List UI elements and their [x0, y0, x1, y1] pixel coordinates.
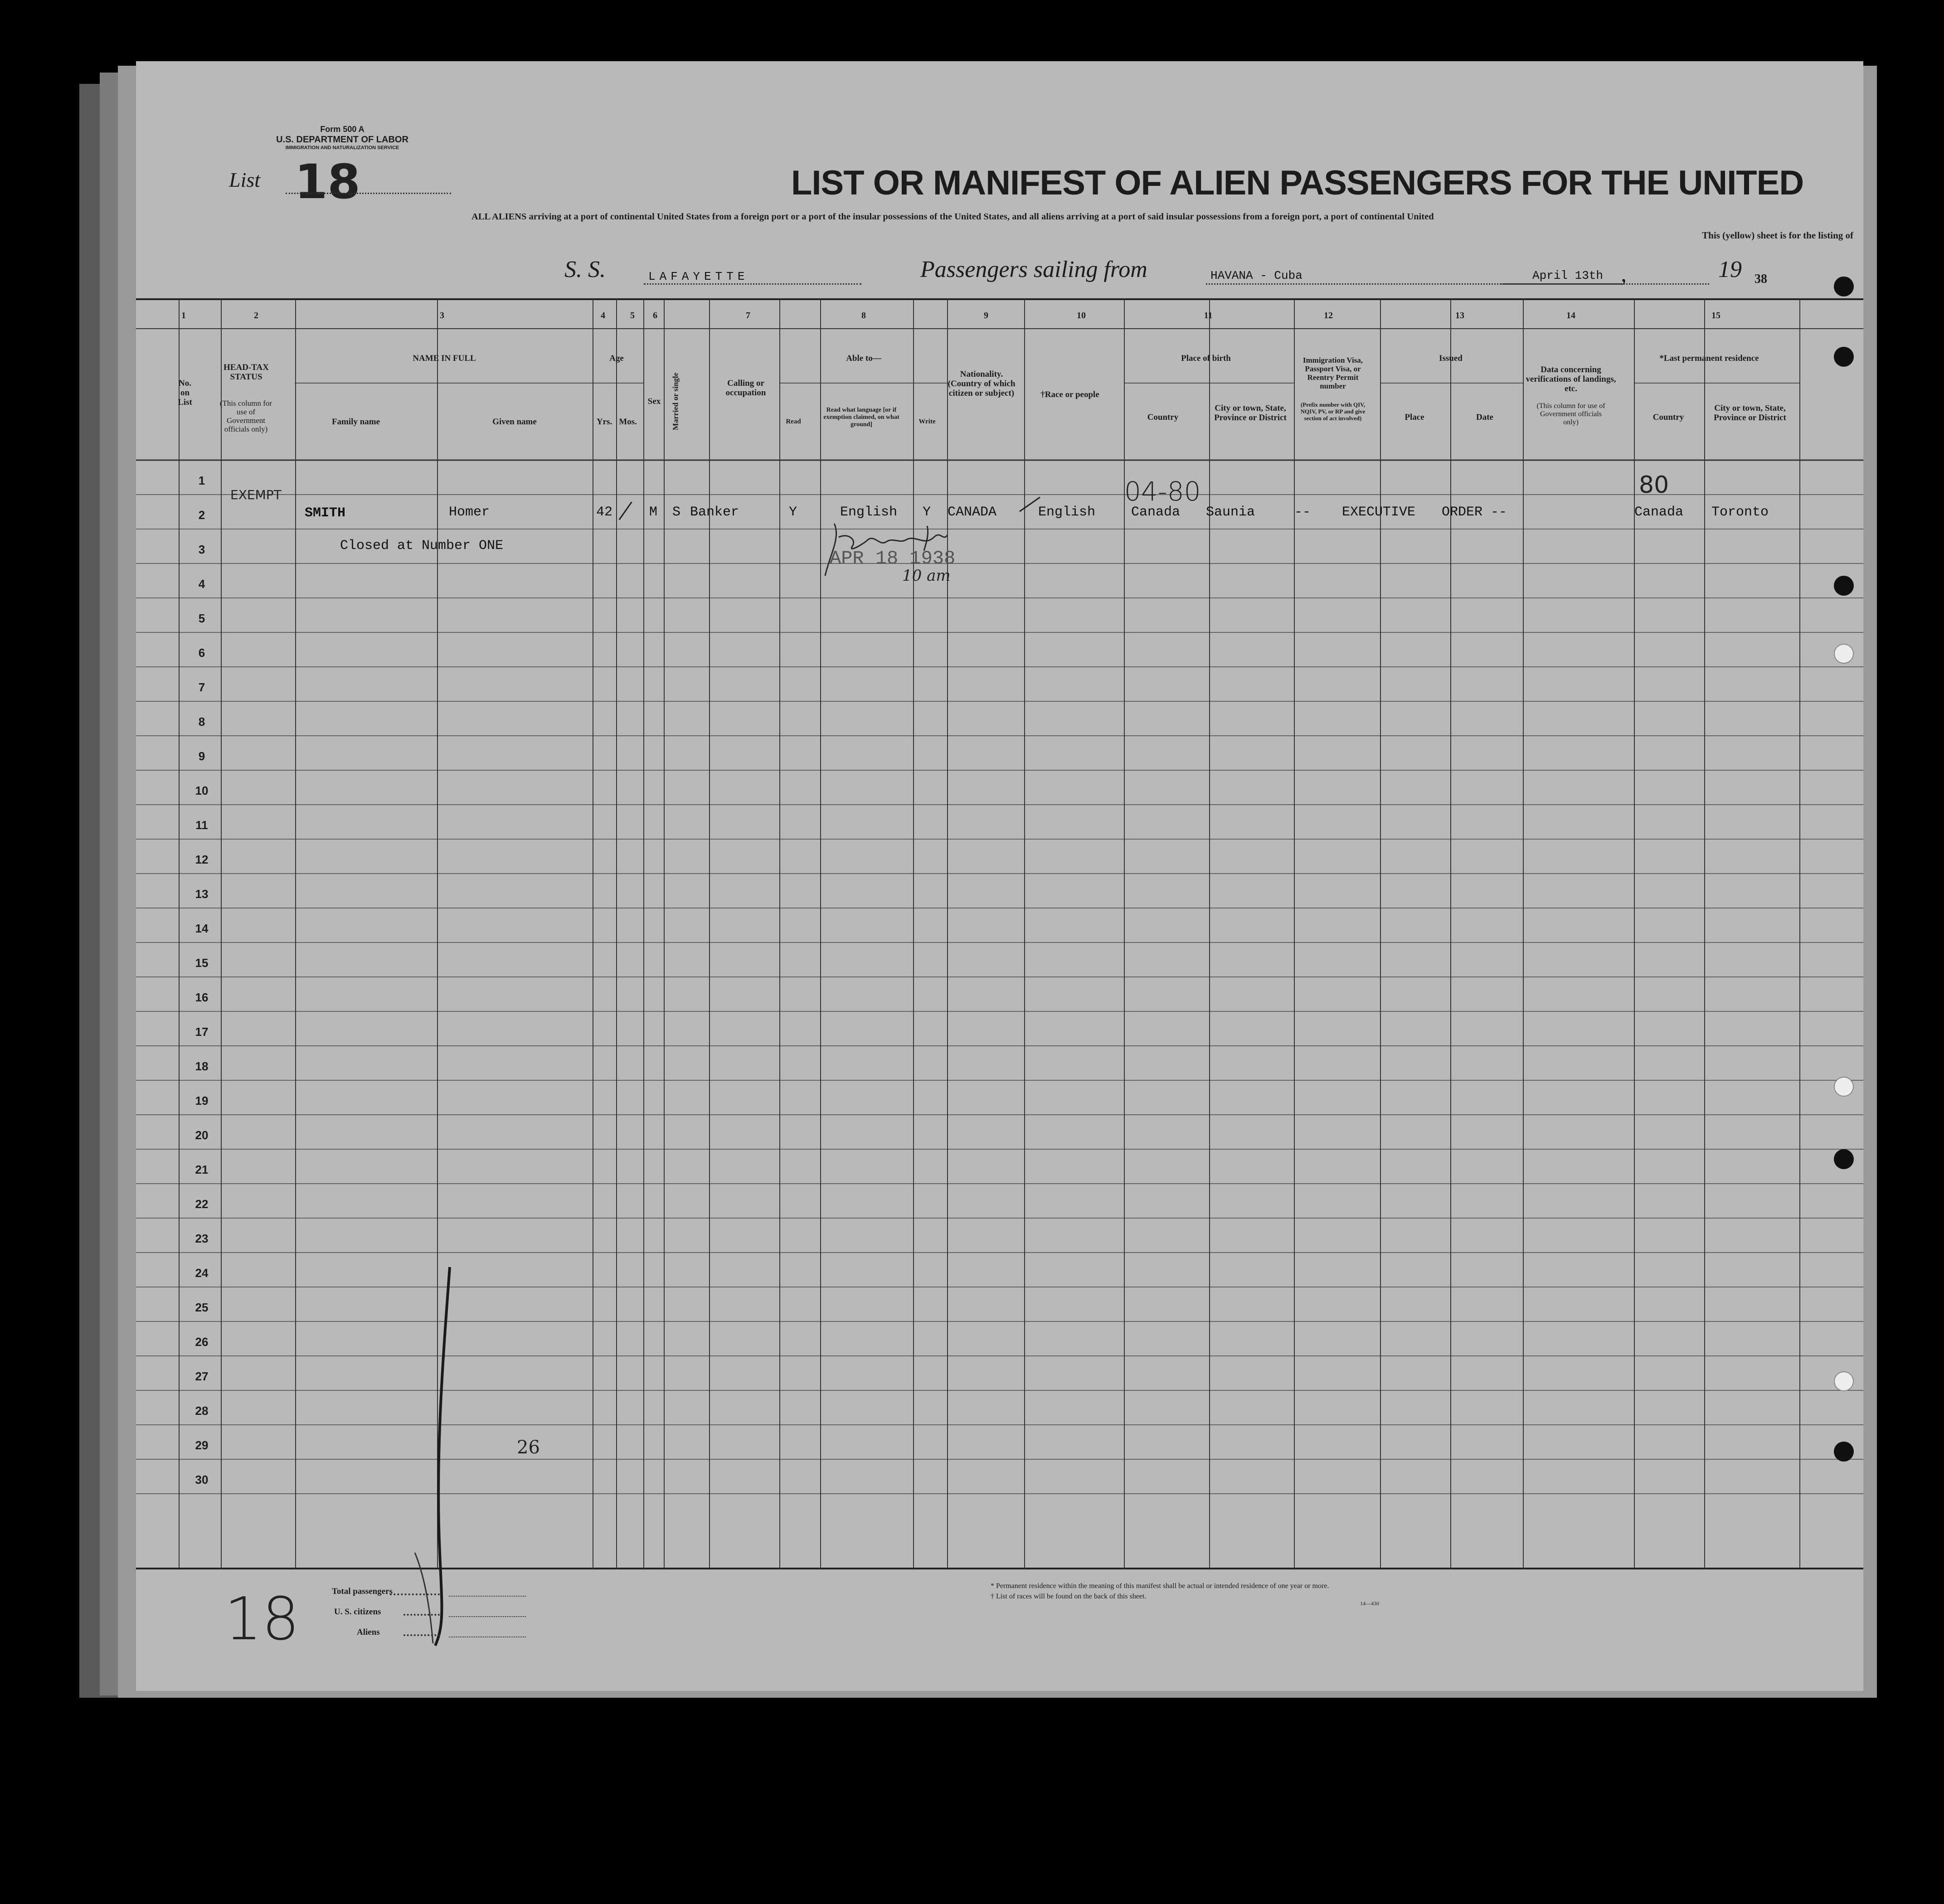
- us-citizens-label: U. S. citizens: [334, 1607, 381, 1617]
- header-able-to: Able to—: [846, 354, 881, 363]
- row-number: 24: [195, 1266, 209, 1280]
- row-number: 21: [195, 1163, 209, 1176]
- row-number: 9: [198, 749, 205, 763]
- header-no-on-list: No. on List: [178, 379, 192, 407]
- header-issued-date: Date: [1476, 413, 1493, 422]
- departure-port: HAVANA - Cuba: [1210, 269, 1302, 282]
- header-res-city: City or town, State, Province or District: [1714, 403, 1786, 423]
- header-read-language: Read what language [or if exemption claimed, on what ground]: [823, 407, 899, 428]
- sailing-label: Passengers sailing from: [920, 257, 1147, 282]
- binder-hole: [1834, 1077, 1854, 1097]
- row-number: 28: [195, 1404, 209, 1418]
- row-number: 11: [195, 818, 208, 832]
- year-prefix: 19: [1718, 257, 1742, 282]
- header-verification-note: (This column for use of Government officials only): [1536, 402, 1605, 426]
- page-26-handwritten: 26: [517, 1437, 540, 1458]
- department: U.S. DEPARTMENT OF LABOR: [276, 135, 408, 145]
- binder-hole: [1834, 1442, 1854, 1462]
- aliens-label: Aliens: [357, 1627, 380, 1637]
- row-number: 10: [195, 784, 209, 797]
- header-sex: Sex: [647, 397, 661, 406]
- row-number: 6: [198, 646, 205, 660]
- issued-place: EXECUTIVE: [1342, 505, 1416, 520]
- header-race: †Race or people: [1040, 390, 1099, 399]
- row-number: 30: [195, 1473, 209, 1486]
- col-num: 14: [1566, 311, 1575, 321]
- header-issued-place: Place: [1405, 413, 1424, 422]
- race: English: [1038, 505, 1096, 520]
- header-write: Write: [919, 418, 936, 425]
- row-number: 18: [195, 1059, 209, 1073]
- year-suffix: 38: [1754, 272, 1767, 286]
- form-number: Form 500 A: [320, 125, 364, 134]
- us-citizens-dots: [403, 1614, 440, 1616]
- departure-date: April 13th: [1532, 269, 1604, 282]
- residence-country: Canada: [1634, 505, 1684, 520]
- row-number: 26: [195, 1335, 209, 1349]
- list-number: 18: [295, 154, 360, 209]
- visa-number: --: [1294, 505, 1311, 520]
- header-age: Age: [609, 354, 624, 363]
- row-number: 22: [195, 1197, 209, 1211]
- ship-name: LAFAYETTE: [648, 270, 749, 283]
- binder-hole: [1834, 1149, 1854, 1169]
- issued-date: ORDER --: [1442, 505, 1507, 520]
- row-number: 1: [198, 474, 205, 487]
- header-pob-city: City or town, State, Province or District: [1214, 403, 1287, 423]
- footnote-residence: * Permanent residence within the meaning of this manifest shall be actual or intended residence of one year or more.: [991, 1582, 1329, 1590]
- header-yrs: Yrs.: [596, 417, 612, 427]
- comma: ,: [1621, 261, 1627, 287]
- binder-hole: [1834, 277, 1854, 296]
- read-language: English: [840, 505, 898, 520]
- row-number: 4: [198, 577, 205, 591]
- binder-hole: [1834, 347, 1854, 367]
- header-married: Married or single: [671, 372, 680, 431]
- header-res-country: Country: [1652, 413, 1684, 422]
- age-years: 42: [596, 505, 613, 520]
- header-visa: Immigration Visa, Passport Visa, or Reentry Permit number: [1302, 356, 1363, 390]
- residence-code-handwritten: 80: [1639, 471, 1669, 499]
- row-number: 3: [198, 543, 205, 556]
- aliens-dots: [403, 1634, 440, 1636]
- binder-hole: [1834, 576, 1854, 596]
- row-number: 19: [195, 1094, 209, 1107]
- col-num: 8: [861, 311, 866, 321]
- birth-code-handwritten: 04-80: [1124, 476, 1201, 507]
- ss-label: S. S.: [564, 257, 606, 282]
- row-number: 16: [195, 991, 209, 1004]
- header-nationality: Nationality. (Country of which citizen or subject): [948, 369, 1016, 398]
- row-number: 25: [195, 1301, 209, 1314]
- row-number: 5: [198, 612, 205, 625]
- closing-note: Closed at Number ONE: [340, 538, 504, 554]
- header-head-tax: HEAD-TAX STATUS: [224, 363, 269, 382]
- col-num: 1: [181, 311, 186, 321]
- footnote-code: 14—430: [1360, 1600, 1379, 1607]
- col-num: 11: [1204, 311, 1213, 321]
- col-num: 3: [440, 311, 444, 321]
- binder-hole: [1834, 644, 1854, 664]
- total-passengers-label: Total passengers: [332, 1587, 393, 1596]
- header-name-in-full: NAME IN FULL: [413, 354, 476, 363]
- subtitle-line-1: ALL ALIENS arriving at a port of continental United States from a foreign port or a port of the insular possessions of the United States, and all aliens arriving at a port of said insular possessions from a foreign port, a port of continental United: [471, 212, 1434, 222]
- subtitle-line-2: This (yellow) sheet is for the listing of: [1702, 230, 1853, 241]
- header-visa-note: (Prefix number with QIV, NQIV, PV, or RP and give section of act involved): [1300, 401, 1366, 422]
- header-read: Read: [786, 418, 801, 425]
- row-number: 7: [198, 680, 205, 694]
- header-given-name: Given name: [492, 417, 537, 427]
- header-last-residence: *Last permanent residence: [1659, 354, 1759, 363]
- header-family-name: Family name: [331, 417, 380, 427]
- header-head-tax-note: (This column for use of Government officials only): [219, 399, 272, 433]
- row-number: 14: [195, 922, 209, 935]
- col-num: 12: [1324, 311, 1333, 321]
- row-number: 20: [195, 1128, 209, 1142]
- can-read: Y: [789, 505, 797, 520]
- row-number: 12: [195, 853, 209, 866]
- col-num: 6: [653, 311, 657, 321]
- tally-handwritten: 18: [224, 1584, 300, 1653]
- col-num: 13: [1455, 311, 1464, 321]
- us-citizens-line: [449, 1616, 526, 1617]
- arrival-time-handwritten: 10 am: [902, 567, 951, 585]
- nationality: CANADA: [948, 505, 997, 520]
- birth-country: Canada: [1131, 505, 1181, 520]
- footnote-races: † List of races will be found on the back of this sheet.: [991, 1593, 1147, 1600]
- service: IMMIGRATION AND NATURALIZATION SERVICE: [285, 145, 399, 151]
- arrival-date-stamp: APR 18 1938: [830, 548, 956, 569]
- col-num: 15: [1711, 311, 1720, 321]
- col-num: 4: [601, 311, 605, 321]
- col-num: 7: [746, 311, 750, 321]
- col-num: 10: [1077, 311, 1086, 321]
- row-number: 27: [195, 1370, 209, 1383]
- row-number: 29: [195, 1438, 209, 1452]
- manifest-grid: [136, 61, 1863, 1691]
- residence-city: Toronto: [1711, 505, 1769, 520]
- header-issued: Issued: [1439, 354, 1463, 363]
- row-number: 17: [195, 1025, 209, 1039]
- head-tax-status: EXEMPT: [230, 487, 282, 502]
- manifest-sheet: [136, 61, 1863, 1691]
- list-label: List: [229, 168, 261, 191]
- row-number: 15: [195, 956, 209, 970]
- header-place-of-birth: Place of birth: [1181, 354, 1231, 363]
- header-mos: Mos.: [619, 417, 637, 427]
- birth-city: Saunia: [1206, 505, 1255, 520]
- binder-hole: [1834, 1371, 1854, 1391]
- total-passengers-dots: [390, 1593, 440, 1595]
- sex: M: [649, 505, 658, 520]
- family-name: SMITH: [305, 505, 346, 521]
- header-pob-country: Country: [1147, 413, 1179, 422]
- total-passengers-line: [449, 1596, 526, 1597]
- can-write: Y: [923, 505, 931, 520]
- marital-status: S: [672, 505, 681, 520]
- header-calling: Calling or occupation: [725, 379, 766, 398]
- row-number: 23: [195, 1232, 209, 1245]
- col-num: 5: [630, 311, 635, 321]
- page-title: LIST OR MANIFEST OF ALIEN PASSENGERS FOR THE UNITED: [791, 164, 1804, 202]
- given-name: Homer: [449, 505, 490, 520]
- col-num: 2: [254, 311, 258, 321]
- row-number: 8: [198, 715, 205, 729]
- col-num: 9: [984, 311, 988, 321]
- occupation: Banker: [690, 505, 739, 520]
- row-number: 13: [195, 887, 209, 901]
- header-verification: Data concerning verifications of landings, etc.: [1526, 365, 1616, 393]
- row-number: 2: [198, 508, 205, 522]
